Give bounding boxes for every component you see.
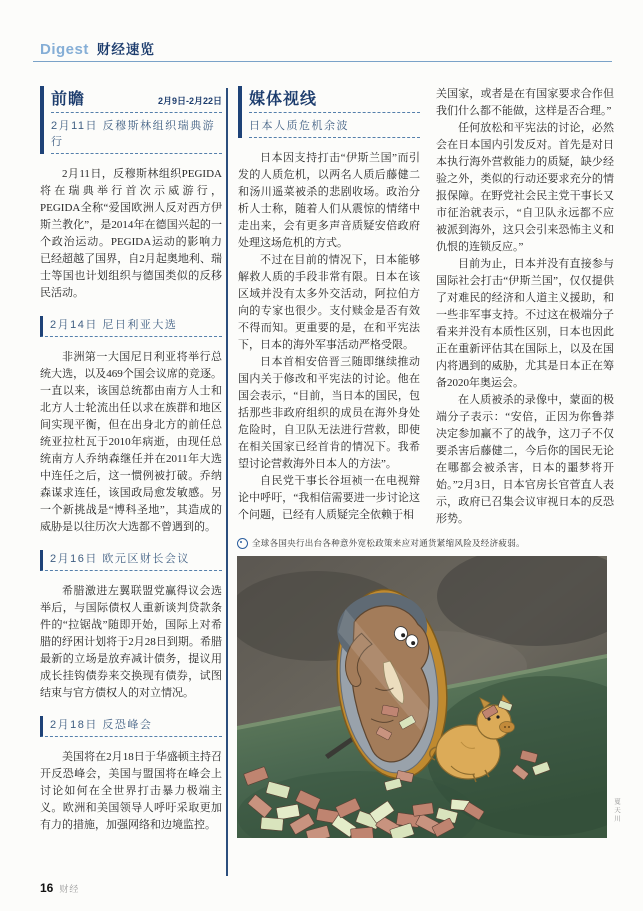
section-header-preview: [40, 86, 222, 154]
page-number: 16: [40, 881, 54, 895]
paragraph: 美国将在2月18日于华盛顿主持召开反恐峰会，美国与盟国将在峰会上讨论如何在全世界打击暴力极端主义。欧洲和美国领导人呼吁采取更加有力的措施，加强网络和边境监控。: [40, 751, 222, 831]
continuation-column: [436, 86, 614, 532]
paragraph: 希腊激进左翼联盟党赢得议会选举后，与国际债权人重新谈判贷款条件的“拉锯战”随即开始，国际上对希腊的纾困计划将于2月28日到期。希腊最新的立场是放弃减计债务，提议用成长挂钩债券来交换现有债券，试图结束与官方债权人的对立情况。: [40, 585, 222, 699]
section-header-media: [238, 86, 420, 138]
paragraph: 非洲第一大国尼日利亚将举行总统大选，以及469个国会议席的竞逐。一直以来，该国总统都由南方人士和北方人士轮流出任以求在族群和地区间实现平衡，但在出身北方的前任总统亚拉杜瓦于2010年病逝，由现任总统南方人乔纳森继任并在2011年大选中连任之后，这一惯例被打破。乔纳森谋求连任，该国政局愈发敏感。另一个新挑战是“博科圣地”，其造成的威胁是以往历次大选都不曾遇到的。: [40, 351, 222, 533]
artist-credit: 夏天川: [613, 798, 620, 824]
subsection-title: 日本人质危机余波: [249, 113, 420, 138]
masthead-title: 财经速览: [96, 42, 155, 57]
article-body: [238, 150, 420, 524]
paragraph: 目前为止，日本并没有直接参与国际社会打击“伊斯兰国”，仅仅提供了对难民的经济和人道主义援助，和一些非军事支持。不过这在极端分子看来并没有本质性区别，日本也因此正在重新评估其在国际上，以及在国内将遇到的威胁，尤其是日本正在筹备2020年奥运会。: [436, 258, 614, 389]
section-title: 前瞻: [51, 91, 86, 108]
header-rule: [33, 61, 612, 62]
section-date-range: 2月9日-2月22日: [157, 96, 222, 106]
subsection-title: 2月18日 反恐峰会: [40, 716, 222, 737]
paragraph: 不过在目前的情况下，日本能够解救人质的手段非常有限。日本在该区域并没有太多外交活动，阿拉伯方向的专家也很少。支付赎金是否有效不得而知。更重要的是，在和平宪法下，日本的海外军事活动严格受限。: [238, 254, 420, 351]
masthead: [40, 38, 155, 58]
paragraph: 在人质被杀的录像中，蒙面的极端分子表示：“安倍，正因为你鲁莽决定参加赢不了的战争，这刀子不仅要杀害后藤健二，今后你的国民无论在哪都会被杀害，日本的噩梦将开始。”2月3日，日本官房长官菅直人表示，政府已召集会议审视日本的反恐形势。: [436, 394, 614, 525]
cartoon-image: [237, 556, 607, 838]
paragraph: 2月11日，反穆斯林组织PEGIDA将在瑞典举行首次示威游行，PEGIDA全称“爱国欧洲人反对西方伊斯兰教化”，是2014年在德国兴起的一个政治运动。PEGIDA运动的影响力已经超越了国界，自2月起奥地利、瑞士等国也计划组织与德国类似的反移民活动。: [40, 168, 222, 299]
illustration-caption-row: [237, 537, 613, 549]
paragraph: 日本因支持打击“伊斯兰国”而引发的人质危机，以两名人质后藤健二和汤川遥菜被杀的悲剧收场。政治分析人士称，随着人们从震惊的情绪中走出来，会有更多声音质疑安倍政府处理这场危机的方式。: [238, 152, 420, 249]
article-body: [40, 349, 222, 536]
subsection-title: 2月16日 欧元区财长会议: [40, 550, 222, 571]
column-divider: [226, 88, 228, 876]
footer-label: 财经: [59, 884, 80, 894]
paragraph-continued: 关国家，或者是在有国家要求合作但我们什么都不能做，这样是否合理。”: [436, 88, 614, 117]
article-body: [40, 583, 222, 702]
page-footer: [40, 881, 79, 895]
editorial-cartoon: [237, 556, 607, 838]
article-body: [40, 749, 222, 834]
preview-column: [40, 86, 222, 836]
subsection-title: 2月14日 尼日利亚大选: [40, 316, 222, 337]
caption-marker-icon: [237, 538, 248, 549]
section-title: 媒体视线: [249, 91, 318, 108]
illustration-caption: 全球各国央行出台各种意外宽松政策来应对通货紧缩风险及经济疲弱。: [252, 538, 525, 548]
article-body: [436, 86, 614, 528]
paragraph: 日本首相安倍晋三随即继续推动国内关于修改和平宪法的讨论。他在国会表示，“目前，当日本的国民，包括那些非政府组织的成员在海外身处危险时，自卫队无法进行营救，即使在相关国家已经首肯的情况下。我希望讨论营救海外日本人的方法”。: [238, 356, 420, 470]
media-view-column: [238, 86, 420, 532]
paragraph: 自民党干事长谷垣祯一在电视辩论中呼吁，“我相信需要进一步讨论这个问题，已经有人质疑完全依赖于相: [238, 475, 420, 521]
brand-logo: Digest: [40, 41, 89, 58]
paragraph: 任何放松和平宪法的讨论，必然会在日本国内引发反对。首先是对日本执行海外营救能力的质疑，缺少经验之外，类似的行动还要求充分的情报保障。在野党社会民主党干事长又市征治就表示，“自卫队永远都不应被派到海外，这只会引来恐怖主义和仇恨的连锁反应。”: [436, 122, 614, 253]
article-body: [40, 166, 222, 302]
subsection-title: 2月11日 反穆斯林组织瑞典游行: [51, 113, 222, 154]
